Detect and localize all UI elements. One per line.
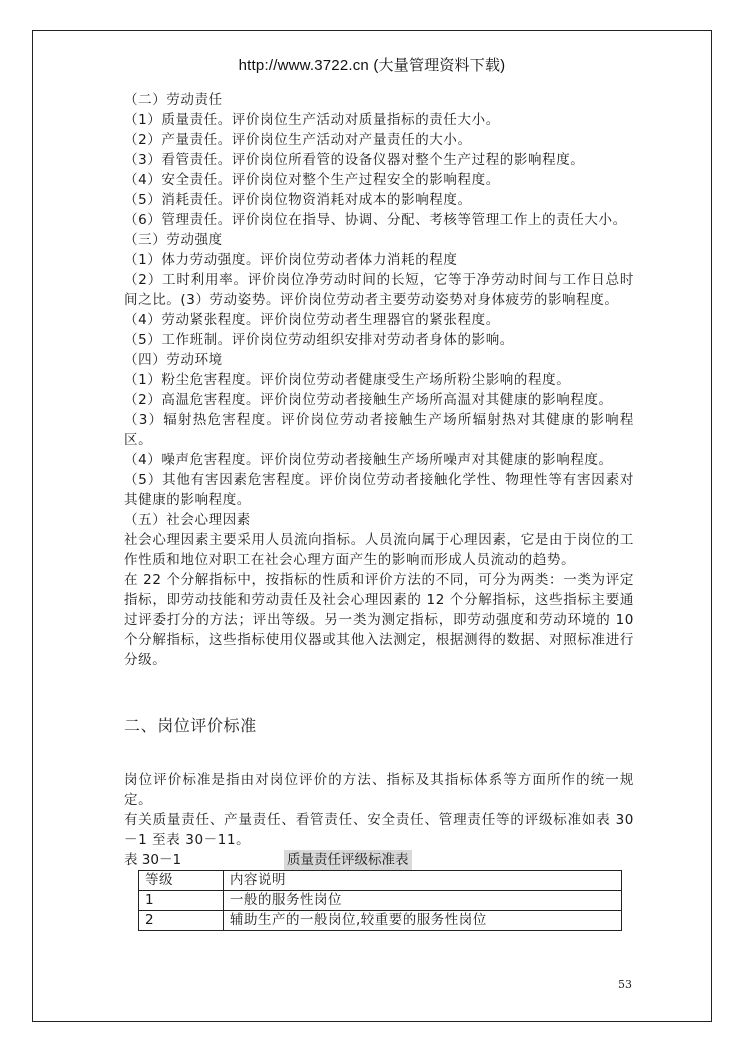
page-number: 53 bbox=[618, 978, 632, 991]
paragraph: 有关质量责任、产量责任、看管责任、安全责任、管理责任等的评级标准如表 30－1 至表 30－11。 bbox=[124, 812, 634, 848]
paragraph: （1）粉尘危害程度。评价岗位劳动者健康受生产场所粉尘影响的程度。 bbox=[124, 372, 571, 388]
paragraph: 岗位评价标准是指由对岗位评价的方法、指标及其指标体系等方面所作的统一规定。 bbox=[124, 772, 634, 808]
paragraph: （4）劳动紧张程度。评价岗位劳动者生理器官的紧张程度。 bbox=[124, 312, 500, 328]
paragraph: 社会心理因素主要采用人员流向指标。人员流向属于心理因素，它是由于岗位的工作性质和地位对职工在社会心理方面产生的影响而形成人员流动的趋势。 bbox=[124, 532, 634, 568]
paragraph: （五）社会心理因素 bbox=[124, 512, 251, 528]
table-row bbox=[139, 911, 622, 931]
document-body bbox=[124, 90, 634, 931]
paragraph: （1）体力劳动强度。评价岗位劳动者体力消耗的程度 bbox=[124, 252, 458, 268]
paragraph: （1）质量责任。评价岗位生产活动对质量指标的责任大小。 bbox=[124, 112, 500, 128]
table-caption bbox=[124, 850, 634, 870]
table-cell: 1 bbox=[139, 891, 224, 911]
paragraph: （三）劳动强度 bbox=[124, 232, 223, 248]
paragraph: （4）安全责任。评价岗位对整个生产过程安全的影响程度。 bbox=[124, 172, 500, 188]
table-header-cell: 内容说明 bbox=[224, 871, 622, 891]
paragraph: （5）消耗责任。评价岗位物资消耗对成本的影响程度。 bbox=[124, 192, 472, 208]
paragraph: （3）看管责任。评价岗位所看管的设备仪器对整个生产过程的影响程度。 bbox=[124, 152, 585, 168]
paragraph: （5）其他有害因素危害程度。评价岗位劳动者接触化学性、物理性等有害因素对其健康的影响程度。 bbox=[124, 472, 634, 508]
header-url: http://www.3722.cn (大量管理资料下载) bbox=[238, 57, 506, 74]
paragraph: （6）管理责任。评价岗位在指导、协调、分配、考核等管理工作上的责任大小。 bbox=[124, 212, 627, 228]
table-cell: 2 bbox=[139, 911, 224, 931]
table-row bbox=[139, 891, 622, 911]
table-header-row bbox=[139, 871, 622, 891]
table-cell: 辅助生产的一般岗位,较重要的服务性岗位 bbox=[224, 911, 622, 931]
table-number: 表 30－1 bbox=[124, 852, 182, 868]
paragraph: （2）工时利用率。评价岗位净劳动时间的长短，它等于净劳动时间与工作日总时间之比。(3）劳动姿势。评价岗位劳动者主要劳动姿势对身体疲劳的影响程度。 bbox=[124, 272, 634, 308]
table-header-cell: 等级 bbox=[139, 871, 224, 891]
paragraph: （2）高温危害程度。评价岗位劳动者接触生产场所高温对其健康的影响程度。 bbox=[124, 392, 613, 408]
section-title: 二、岗位评价标准 bbox=[124, 716, 257, 735]
paragraph: （2）产量责任。评价岗位生产活动对产量责任的大小。 bbox=[124, 132, 472, 148]
grade-table bbox=[138, 870, 622, 931]
paragraph: 在 22 个分解指标中，按指标的性质和评价方法的不同，可分为两类：一类为评定指标，即劳动技能和劳动责任及社会心理因素的 12 个分解指标，这些指标主要通过评委打分的方法；评出等级。另一类为测定指标，即劳动强度和劳动环境的 10 个分解指标，这些指标使用仪器或其他入法测定，根据测得的数据、对照标准进行分级。 bbox=[124, 572, 634, 668]
paragraph: （二）劳动责任 bbox=[124, 92, 223, 108]
paragraph: （四）劳动环境 bbox=[124, 352, 223, 368]
paragraph: （4）噪声危害程度。评价岗位劳动者接触生产场所噪声对其健康的影响程度。 bbox=[124, 452, 613, 468]
table-title: 质量责任评级标准表 bbox=[284, 850, 412, 870]
paragraph: （5）工作班制。评价岗位劳动组织安排对劳动者身体的影响。 bbox=[124, 332, 514, 348]
table-cell: 一般的服务性岗位 bbox=[224, 891, 622, 911]
paragraph: （3）辐射热危害程度。评价岗位劳动者接触生产场所辐射热对其健康的影响程区。 bbox=[124, 412, 634, 448]
